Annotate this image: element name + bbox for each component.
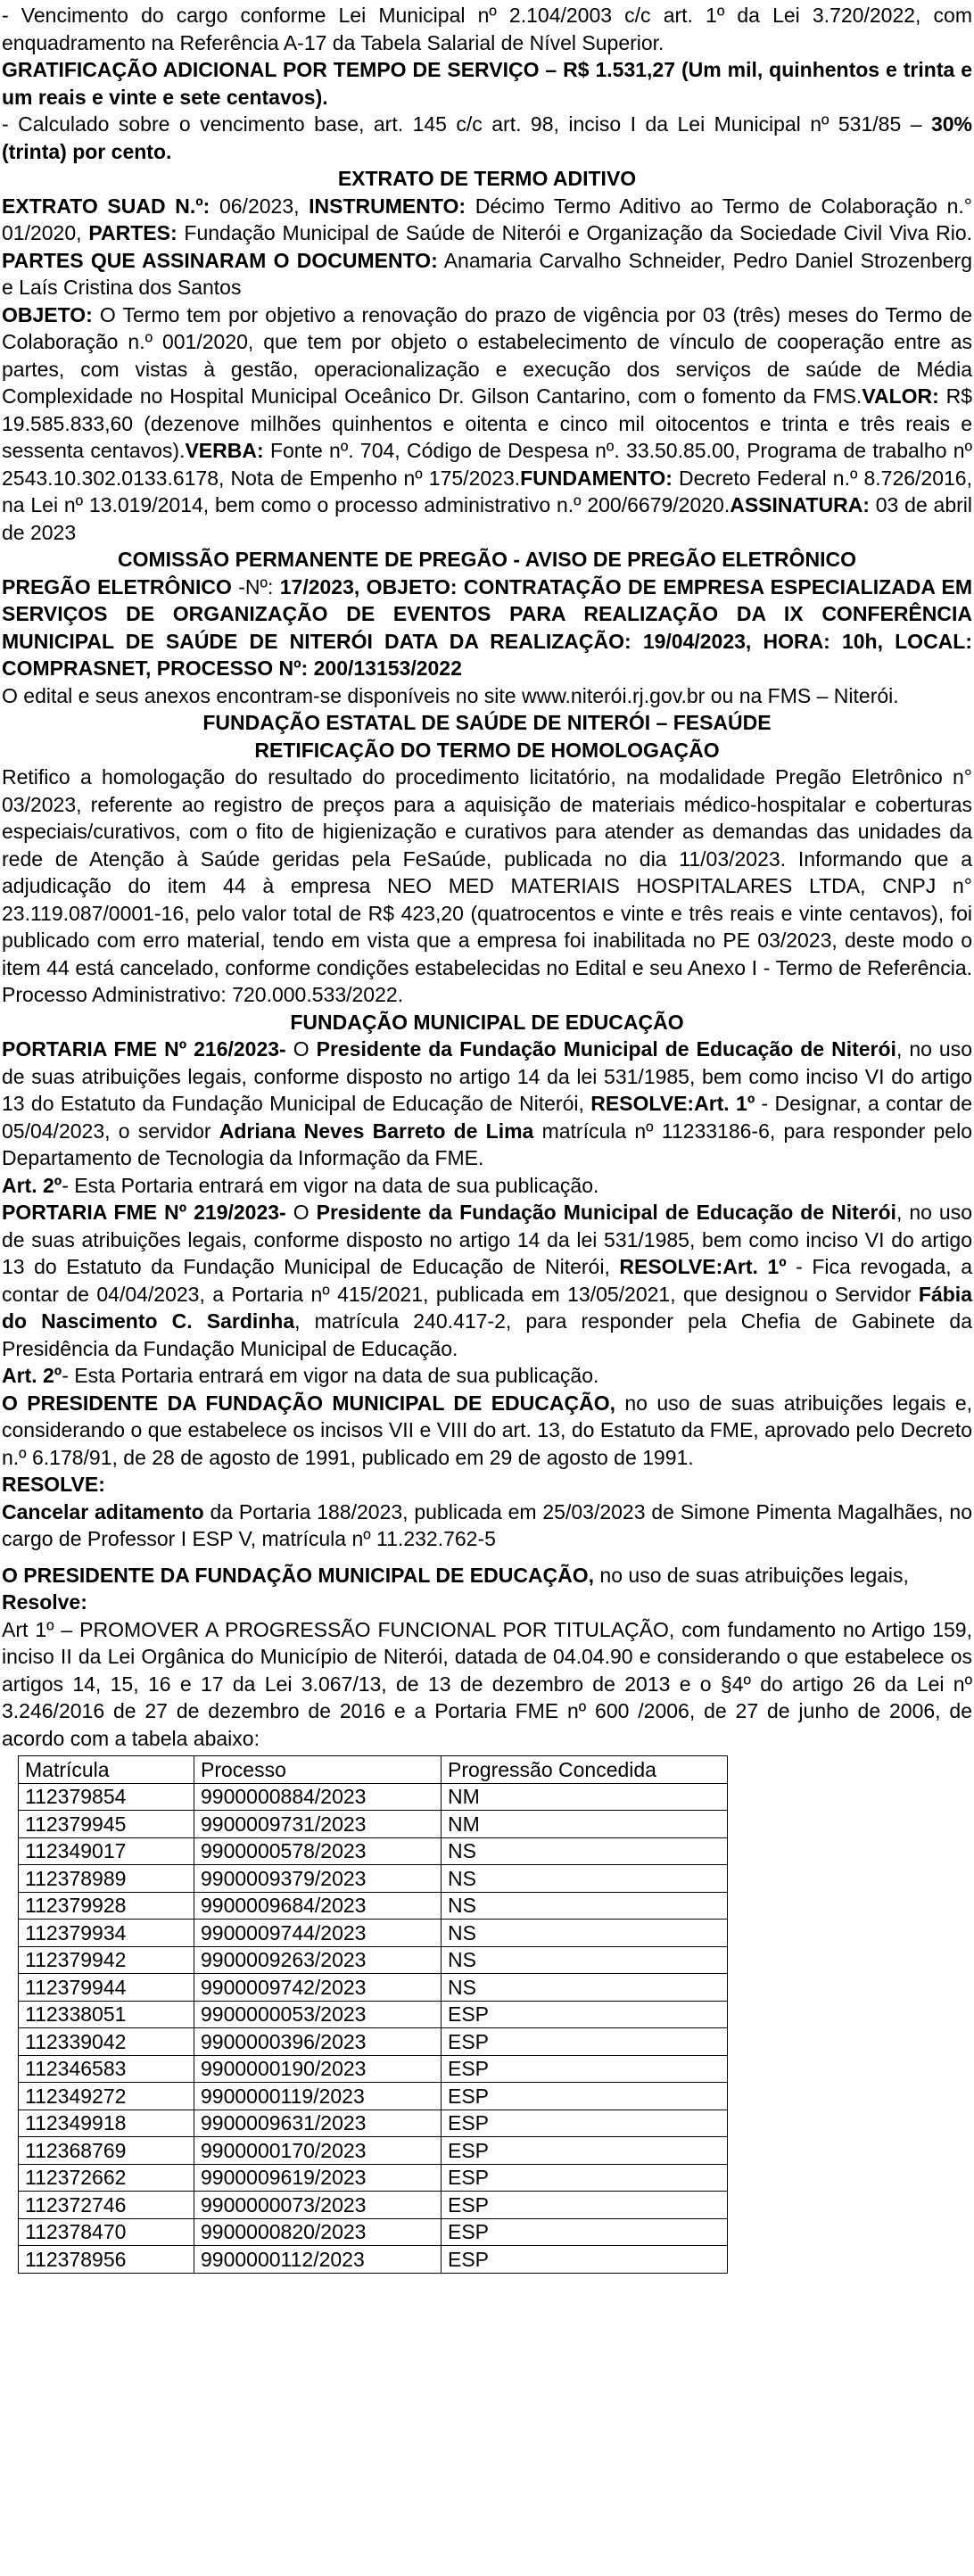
presidente-2-label: O PRESIDENTE DA FUNDAÇÃO MUNICIPAL DE EDUCAÇÃO, (2, 1563, 595, 1587)
portaria-219-text4: , matrícula 240.417-2, para responder pela Chefia de Gabinete da Presidência da Fundação Municipal de Educação. (2, 1309, 972, 1360)
matricula-cell: 112339042 (19, 2028, 194, 2056)
portaria-216-text4: matrícula nº 11233186-6, para responder pelo Departamento de Tecnologia da Informação da FME. (2, 1119, 972, 1169)
matricula-cell: 112349272 (19, 2083, 194, 2110)
processo-cell: 9900000112/2023 (194, 2246, 442, 2274)
pregao-body: 17/2023, OBJETO: CONTRATAÇÃO DE EMPRESA ESPECIALIZADA EM SERVIÇOS DE ORGANIZAÇÃO DE EVENTOS PARA REALIZAÇÃO DA IX CONFERÊNCIA MUNICIPAL DE SAÚDE DE NITERÓI DATA DA REALIZAÇÃO: 19/04/2023, HORA: 10h, LOCAL: COMPRASNET, PROCESSO Nº: 200/13153/2022 (2, 574, 973, 680)
verba-value: Fonte nº. 704, Código de Despesa nº. 33.50.85.00, Programa de trabalho nº 2543.10.302.0133.6178, Nota de Empenho nº 175/2023. (2, 439, 972, 490)
table-row (19, 1865, 728, 1893)
progressao-cell: NM (442, 1811, 728, 1838)
progressao-cell: NM (442, 1783, 728, 1811)
matricula-cell: 112379945 (19, 1811, 194, 1838)
header-matricula: Matrícula (19, 1756, 194, 1784)
portaria-216-resolve: RESOLVE:Art. 1º (590, 1092, 755, 1115)
portaria-216-text2: , no uso de suas atribuições legais, conforme disposto no artigo 14 da lei 531/1985, bem como inciso VI do artigo 13 do Estatuto da Fundação Municipal de Educação de Niterói, (2, 1037, 973, 1115)
art2-label: Art. 2º (2, 1173, 62, 1197)
table-row (19, 1974, 728, 2002)
table-row (19, 2055, 728, 2083)
objeto-paragraph (2, 301, 972, 547)
matricula-cell: 112379942 (19, 1946, 194, 1974)
art2-text: - Esta Portaria entrará em vigor na data de sua publicação. (62, 1173, 599, 1197)
extrato-label-suad: EXTRATO SUAD N.º: (2, 194, 210, 218)
progressao-table-body (19, 1756, 728, 2274)
processo-cell: 9900009619/2023 (194, 2164, 442, 2192)
progressao-cell: ESP (442, 2164, 728, 2192)
extrato-paragraph (2, 193, 972, 301)
progressao-cell: ESP (442, 2137, 728, 2165)
art2b-label: Art. 2º (2, 1364, 62, 1387)
table-row (19, 2083, 728, 2110)
table-row (19, 1783, 728, 1811)
processo-cell: 9900009263/2023 (194, 1946, 442, 1974)
presidente-1-text: no uso de suas atribuições legais e, considerando o que estabelece os incisos VII e VIII do art. 13, do Estatuto da FME, aprovado pelo Decreto n.º 6.178/91, de 28 de agosto de 1991, publicado em 29 de agosto de 1991. (2, 1391, 972, 1469)
progressao-cell: NS (442, 1892, 728, 1920)
table-row (19, 1811, 728, 1838)
processo-cell: 9900009379/2023 (194, 1865, 442, 1893)
matricula-cell: 112372662 (19, 2164, 194, 2192)
fesaude-paragraph: Retifico a homologação do resultado do procedimento licitatório, na modalidade Pregão Eletrônico n° 03/2023, referente ao registro de preços para a aquisição de materiais médico-hospitalar e coberturas especiais/curativos, com o fito de higienização e curativos para atender as demandas das unidades da rede de Atenção à Saúde geridas pela FeSaúde, publicada no dia 11/03/2023. Informando que a adjudicação do item 44 à empresa NEO MED MATERIAIS HOSPITALARES LTDA, CNPJ n° 23.119.087/0001-16, pelo valor total de R$ 423,20 (quatrocentos e vinte e três reais e vinte centavos), foi publicado com erro material, tendo em vista que a empresa foi inabilitada no PE 03/2023, deste modo o item 44 está cancelado, conforme condições estabelecidas no Edital e seu Anexo I - Termo de Referência. Processo Administrativo: 720.000.533/2022. (2, 765, 972, 1006)
table-row (19, 1946, 728, 1974)
progressao-cell: ESP (442, 2218, 728, 2246)
portaria-219-text2: , no uso de suas atribuições legais, conforme disposto no artigo 14 da lei 531/1985, bem como inciso VI do artigo 13 do Estatuto da Fundação Municipal de Educação de Niterói, (2, 1201, 973, 1278)
fundamento-value: Decreto Federal n.º 8.726/2016, na Lei nº 13.019/2014, bem como o processo administrativo n.º 200/6679/2020. (2, 466, 972, 516)
extrato-value-assinaram: Anamaria Carvalho Schneider, Pedro Daniel Strozenberg e Laís Cristina dos Santos (2, 248, 972, 299)
matricula-cell: 112378470 (19, 2218, 194, 2246)
matricula-cell: 112338051 (19, 2001, 194, 2028)
calculo-percent: 30% (trinta) por cento. (2, 112, 972, 163)
table-row (19, 2001, 728, 2028)
processo-cell: 9900000119/2023 (194, 2083, 442, 2110)
portaria-219-paragraph (2, 1199, 972, 1362)
progressao-cell: ESP (442, 2246, 728, 2274)
matricula-cell: 112372746 (19, 2192, 194, 2219)
portaria-216-text1: O (285, 1037, 317, 1061)
processo-cell: 9900009742/2023 (194, 1974, 442, 2002)
art1-paragraph: Art 1º – PROMOVER A PROGRESSÃO FUNCIONAL POR TITULAÇÃO, com fundamento no Artigo 159, inciso II da Lei Orgânica do Município de Niterói, datada de 04.04.90 e considerando o que estabelece os artigos 14, 15, 16 e 17 da Lei 3.067/13, de 13 de dezembro de 2013 e o §4º do artigo 26 da Lei nº 3.246/2016 de 27 de dezembro de 2016 e a Portaria FME nº 600 /2006, de 27 de junho de 2006, de acordo com a tabela abaixo: (2, 1617, 972, 1750)
portaria-219-title: PORTARIA FME Nº 219/2023- (2, 1201, 286, 1224)
table-row (19, 2028, 728, 2056)
art2b-paragraph (2, 1362, 972, 1390)
progressao-cell: NS (442, 1837, 728, 1865)
calculo-text: - Calculado sobre o vencimento base, art. 145 c/c art. 98, inciso I da Lei Municipal nº 531/85 – (2, 112, 922, 136)
processo-cell: 9900000190/2023 (194, 2055, 442, 2083)
table-row (19, 2192, 728, 2219)
vencimento-paragraph: - Vencimento do cargo conforme Lei Municipal nº 2.104/2003 c/c art. 1º da Lei 3.720/2022, com enquadramento na Referência A-17 da Tabela Salarial de Nível Superior. (2, 4, 972, 54)
extrato-label-assinaram: PARTES QUE ASSINARAM O DOCUMENTO: (2, 248, 438, 272)
processo-cell: 9900009744/2023 (194, 1920, 442, 1947)
portaria-216-president: Presidente da Fundação Municipal de Educação de Niterói (316, 1037, 896, 1061)
progressao-cell: NS (442, 1920, 728, 1947)
art2-paragraph (2, 1172, 972, 1200)
pregao-paragraph (2, 574, 972, 682)
table-row (19, 2110, 728, 2137)
resolve-1: RESOLVE: (2, 1473, 105, 1496)
cancelar-label: Cancelar aditamento (2, 1499, 204, 1523)
matricula-cell: 112368769 (19, 2137, 194, 2165)
progressao-table (18, 1755, 728, 2274)
progressao-cell: ESP (442, 2028, 728, 2056)
presidente-1-label: O PRESIDENTE DA FUNDAÇÃO MUNICIPAL DE EDUCAÇÃO, (2, 1391, 615, 1415)
progressao-cell: NS (442, 1865, 728, 1893)
extrato-value-partes: Fundação Municipal de Saúde de Niterói e Organização da Sociedade Civil Viva Rio. (177, 221, 973, 244)
matricula-cell: 112378989 (19, 1865, 194, 1893)
portaria-219-text3: - Fica revogada, a contar de 04/04/2023, a Portaria nº 415/2021, publicada em 13/05/2021, que designou o Servidor (2, 1255, 972, 1306)
matricula-cell: 112378956 (19, 2246, 194, 2274)
matricula-cell: 112379944 (19, 1974, 194, 2002)
progressao-cell: ESP (442, 2055, 728, 2083)
presidente-1-paragraph (2, 1390, 972, 1472)
portaria-219-name: Fábia do Nascimento C. Sardinha (2, 1282, 972, 1333)
presidente-2-paragraph (2, 1562, 972, 1589)
progressao-cell: NS (442, 1974, 728, 2002)
processo-cell: 9900000884/2023 (194, 1783, 442, 1811)
matricula-cell: 112349017 (19, 1837, 194, 1865)
pregao-label: PREGÃO ELETRÔNICO (2, 574, 232, 599)
table-row (19, 1837, 728, 1865)
pregao-no-label: -Nº: (231, 574, 280, 599)
cancelar-paragraph (2, 1499, 972, 1553)
table-row (19, 2246, 728, 2274)
processo-cell: 9900000396/2023 (194, 2028, 442, 2056)
portaria-216-name: Adriana Neves Barreto de Lima (219, 1119, 534, 1143)
extrato-value-instrumento: Décimo Termo Aditivo ao Termo de Colaboração n.° 01/2020, (2, 194, 972, 244)
objeto-label: OBJETO: (2, 302, 93, 326)
pregao-heading: COMISSÃO PERMANENTE DE PREGÃO - AVISO DE PREGÃO ELETRÔNICO (117, 548, 857, 571)
matricula-cell: 112379934 (19, 1920, 194, 1947)
portaria-219-text1: O (285, 1201, 317, 1224)
table-row (19, 1892, 728, 1920)
matricula-cell: 112349918 (19, 2110, 194, 2137)
table-row (19, 2164, 728, 2192)
gratificacao-paragraph: GRATIFICAÇÃO ADICIONAL POR TEMPO DE SERVIÇO – R$ 1.531,27 (Um mil, quinhentos e trinta e um reais e vinte e sete centavos). (2, 58, 972, 109)
presidente-2-text: no uso de suas atribuições legais, (594, 1563, 909, 1587)
processo-cell: 9900000170/2023 (194, 2137, 442, 2165)
processo-cell: 9900000053/2023 (194, 2001, 442, 2028)
table-header-row (19, 1756, 728, 1784)
progressao-cell: ESP (442, 2001, 728, 2028)
cancelar-text: da Portaria 188/2023, publicada em 25/03/2023 de Simone Pimenta Magalhães, no cargo de Professor I ESP V, matrícula nº 11.232.762-5 (2, 1499, 972, 1550)
matricula-cell: 112379854 (19, 1783, 194, 1811)
progressao-cell: ESP (442, 2110, 728, 2137)
portaria-219-president: Presidente da Fundação Municipal de Educação de Niterói (316, 1201, 896, 1224)
matricula-cell: 112346583 (19, 2055, 194, 2083)
fundamento-label: FUNDAMENTO: (520, 466, 673, 490)
processo-cell: 9900000820/2023 (194, 2218, 442, 2246)
valor-value: R$ 19.585.833,60 (dezenove milhões quinhentos e oitenta e cinco mil oitocentos e trinta e três reais e sessenta centavos). (2, 384, 972, 462)
header-progressao: Progressão Concedida (442, 1756, 728, 1784)
fme-heading: FUNDAÇÃO MUNICIPAL DE EDUCAÇÃO (290, 1010, 684, 1034)
text-column (0, 2, 972, 2274)
extrato-label-partes: PARTES: (88, 221, 177, 244)
objeto-value: O Termo tem por objetivo a renovação do prazo de vigência por 03 (três) meses do Termo de Colaboração n.º 001/2020, que tem por objeto o estabelecimento de vínculo de cooperação entre as partes, com vistas à gestão, operacionalização e execução dos serviços de saúde de Média Complexidade no Hospital Municipal Oceânico Dr. Gilson Cantarino, com o fomento da FMS. (2, 302, 972, 408)
processo-cell: 9900009731/2023 (194, 1811, 442, 1838)
assinatura-value: 03 de abril de 2023 (2, 493, 973, 544)
extrato-heading: EXTRATO DE TERMO ADITIVO (337, 167, 637, 190)
resolve-2: Resolve: (2, 1590, 87, 1614)
portaria-219-resolve: RESOLVE:Art. 1º (619, 1255, 787, 1278)
portaria-216-title: PORTARIA FME Nº 216/2023- (2, 1037, 286, 1061)
assinatura-label: ASSINATURA: (730, 493, 870, 516)
extrato-label-instrumento: INSTRUMENTO: (309, 194, 466, 218)
processo-cell: 9900000073/2023 (194, 2192, 442, 2219)
table-row (19, 2218, 728, 2246)
header-processo: Processo (194, 1756, 442, 1784)
fesaude-subheading: RETIFICAÇÃO DO TERMO DE HOMOLOGAÇÃO (254, 738, 720, 762)
portaria-216-text3: - Designar, a contar de 05/04/2023, o servidor (2, 1092, 972, 1143)
matricula-cell: 112379928 (19, 1892, 194, 1920)
table-row (19, 1920, 728, 1947)
valor-label: VALOR: (862, 384, 939, 408)
fesaude-heading: FUNDAÇÃO ESTATAL DE SAÚDE DE NITERÓI – FESAÚDE (202, 711, 772, 734)
portaria-216-paragraph (2, 1036, 972, 1172)
pregao-note: O edital e seus anexos encontram-se disponíveis no site www.niterói.rj.gov.br ou na FMS – Niterói. (2, 683, 899, 707)
processo-cell: 9900000578/2023 (194, 1837, 442, 1865)
extrato-value-suad: 06/2023, (210, 194, 310, 218)
processo-cell: 9900009684/2023 (194, 1892, 442, 1920)
table-row (19, 2137, 728, 2165)
progressao-cell: NS (442, 1946, 728, 1974)
verba-label: VERBA: (185, 439, 264, 462)
progressao-cell: ESP (442, 2083, 728, 2110)
art2b-text: - Esta Portaria entrará em vigor na data de sua publicação. (62, 1364, 599, 1387)
calculo-paragraph (2, 111, 972, 165)
progressao-cell: ESP (442, 2192, 728, 2219)
processo-cell: 9900009631/2023 (194, 2110, 442, 2137)
